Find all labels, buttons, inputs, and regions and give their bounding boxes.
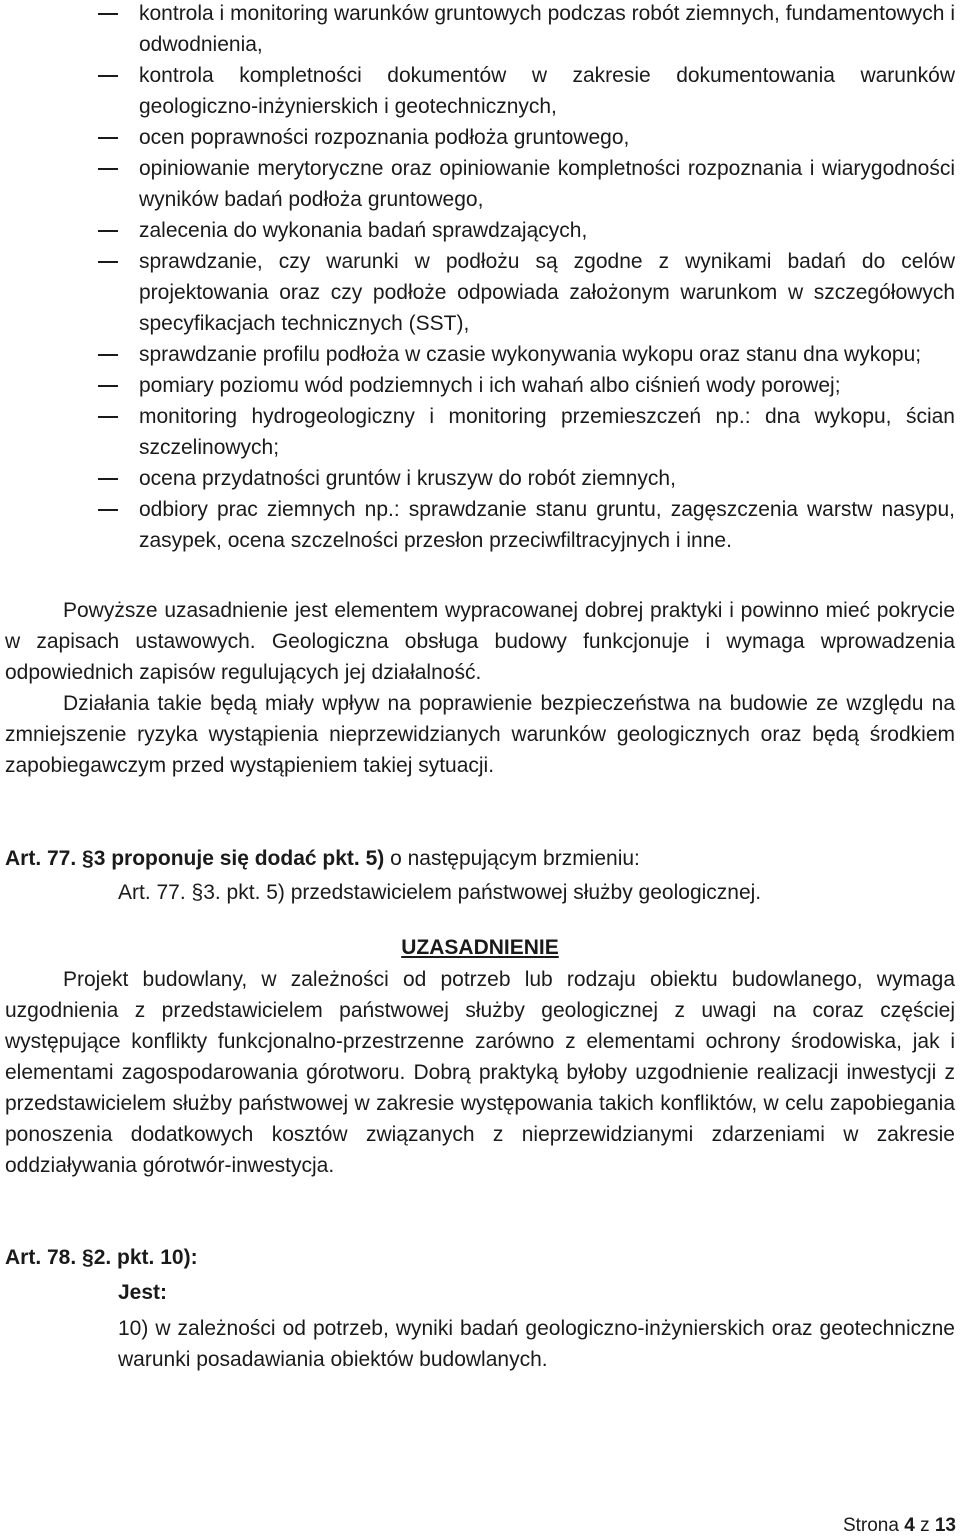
list-item: sprawdzanie, czy warunki w podłożu są zgodne z wynikami badań do celów projektowania oraz czy podłoże odpowiada założonym warunkom w szczegółowych specyfikacjach technicznych (SST),: [139, 250, 955, 335]
justification-paragraph-2: Działania takie będą miały wpływ na poprawienie bezpieczeństwa na budowie ze względu na zmniejszenie ryzyka wystąpienia nieprzewidzianych warunków geologicznych oraz będą środkiem zapobiegawczym przed wystąpieniem takiej sytuacji.: [5, 692, 955, 777]
list-item: opiniowanie merytoryczne oraz opiniowanie kompletności rozpoznania i wiarygodności wyników badań podłoża gruntowego,: [139, 157, 955, 211]
art77-text: Art. 77. §3. pkt. 5) przedstawicielem państwowej służby geologicznej.: [118, 881, 762, 904]
jest-label: Jest:: [118, 1281, 168, 1304]
list-item: sprawdzanie profilu podłoża w czasie wykonywania wykopu oraz stanu dna wykopu;: [139, 343, 922, 366]
art78-heading: Art. 78. §2. pkt. 10):: [5, 1246, 198, 1269]
list-item: kontrola i monitoring warunków gruntowych podczas robót ziemnych, fundamentowych i odwodnienia,: [139, 2, 955, 56]
list-item: odbiory prac ziemnych np.: sprawdzanie stanu gruntu, zagęszczenia warstw nasypu, zasypek, ocena szczelności przesłon przeciwfiltracyjnych i inne.: [139, 498, 955, 552]
list-item: monitoring hydrogeologiczny i monitoring przemieszczeń np.: dna wykopu, ścian szczelinowych;: [139, 405, 955, 459]
requirements-list: [0, 0, 960, 556]
art77-heading: [5, 843, 640, 874]
justification-paragraph-1: Powyższe uzasadnienie jest elementem wypracowanej dobrej praktyki i powinno mieć pokrycie w zapisach ustawowych. Geologiczna obsługa budowy funkcjonuje i wymaga wprowadzenia odpowiednich zapisów regulujących jej działalność.: [5, 599, 955, 684]
art77-heading-bold: Art. 77. §3 proponuje się dodać pkt. 5): [5, 847, 385, 870]
list-item: pomiary poziomu wód podziemnych i ich wahań albo ciśnień wody porowej;: [139, 374, 841, 397]
list-item: kontrola kompletności dokumentów w zakresie dokumentowania warunków geologiczno-inżynierskich i geotechnicznych,: [139, 64, 955, 118]
art78-text: 10) w zależności od potrzeb, wyniki badań geologiczno-inżynierskich oraz geotechniczne warunki posadawiania obiektów budowlanych.: [118, 1317, 955, 1371]
list-item: zalecenia do wykonania badań sprawdzających,: [139, 219, 588, 242]
list-item: ocen poprawności rozpoznania podłoża gruntowego,: [139, 126, 630, 149]
art77-heading-rest: o następującym brzmieniu:: [384, 847, 640, 870]
uzasadnienie-paragraph: Projekt budowlany, w zależności od potrzeb lub rodzaju obiektu budowlanego, wymaga uzgodnienia z przedstawicielem państwowej służby geologicznej z uwagi na coraz częściej występujące konflikty funkcjonalno-przestrzenne zarówno z elementami ochrony środowiska, jak i elementami zagospodarowania górotworu. Dobrą praktyką byłoby uzgodnienie realizacji inwestycji z przedstawicielem służby państwowej w zakresie występowania takich konfliktów, w celu zapobiegania ponoszenia dodatkowych kosztów związanych z nieprzewidzianymi zdarzeniami w zakresie oddziaływania górotwór-inwestycja.: [5, 968, 955, 1177]
page-number: Strona 4 z 13: [842, 1515, 956, 1536]
list-item: ocena przydatności gruntów i kruszyw do robót ziemnych,: [139, 467, 676, 490]
uzasadnienie-heading: UZASADNIENIE: [401, 936, 559, 959]
